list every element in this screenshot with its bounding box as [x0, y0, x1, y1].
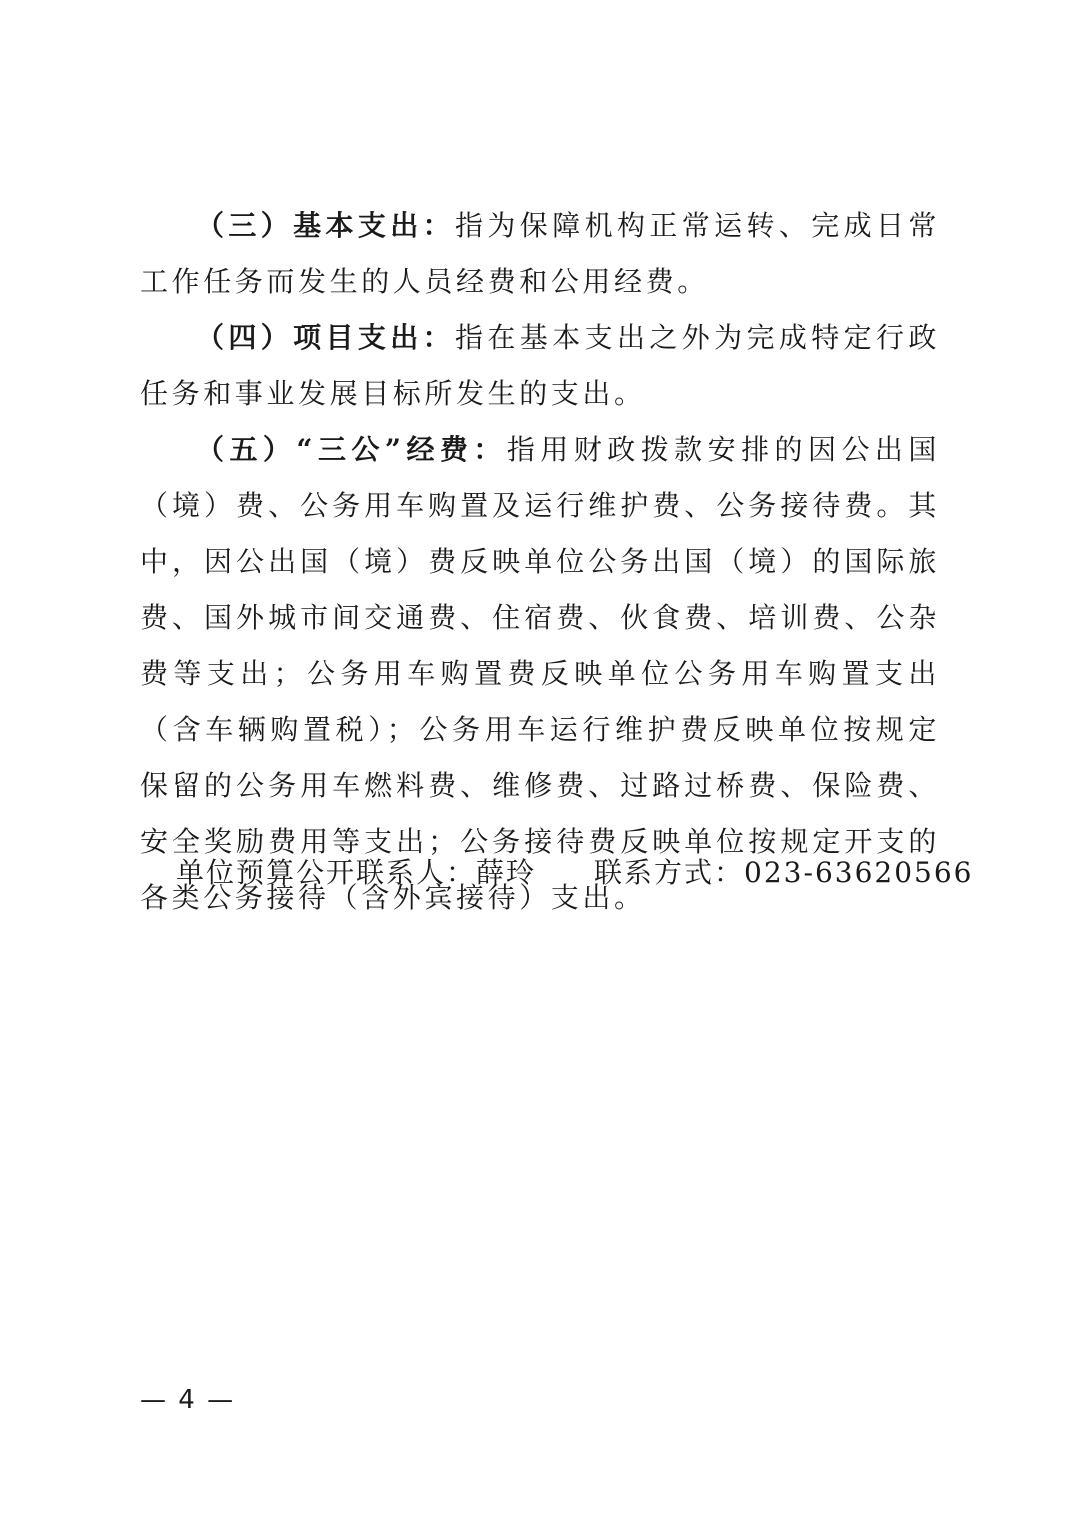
- contact-method-label: 联系方式：: [594, 856, 745, 889]
- contact-person-label: 单位预算公开联系人：: [176, 856, 477, 889]
- contact-person-name: 薛玲: [476, 856, 537, 889]
- paragraph-basic-expenditure: [140, 198, 940, 310]
- page-number: — 4 —: [140, 1385, 236, 1415]
- definition-basic-expenditure: 指为保障机构正常运转、完成日常工作任务而发生的人员经费和公用经费。: [140, 209, 940, 298]
- document-body: [140, 198, 940, 926]
- definition-project-expenditure: 指在基本支出之外为完成特定行政任务和事业发展目标所发生的支出。: [140, 321, 940, 410]
- paragraph-project-expenditure: [140, 310, 940, 422]
- contact-phone: 023-63620566: [744, 856, 974, 889]
- term-three-public-expenses: （五）“三公”经费：: [196, 433, 507, 466]
- definition-three-public-expenses: 指用财政拨款安排的因公出国（境）费、公务用车购置及运行维护费、公务接待费。其中，因公出国（境）费反映单位公务出国（境）的国际旅费、国外城市间交通费、住宿费、伙食费、培训费、公杂费等支出；公务用车购置费反映单位公务用车购置支出（含车辆购置税）；公务用车运行维护费反映单位按规定保留的公务用车燃料费、维修费、过路过桥费、保险费、安全奖励费用等支出；公务接待费反映单位按规定开支的各类公务接待（含外宾接待）支出。: [140, 433, 940, 914]
- contact-line: [176, 848, 973, 898]
- term-project-expenditure: （四）项目支出：: [196, 321, 456, 354]
- term-basic-expenditure: （三）基本支出：: [196, 209, 456, 242]
